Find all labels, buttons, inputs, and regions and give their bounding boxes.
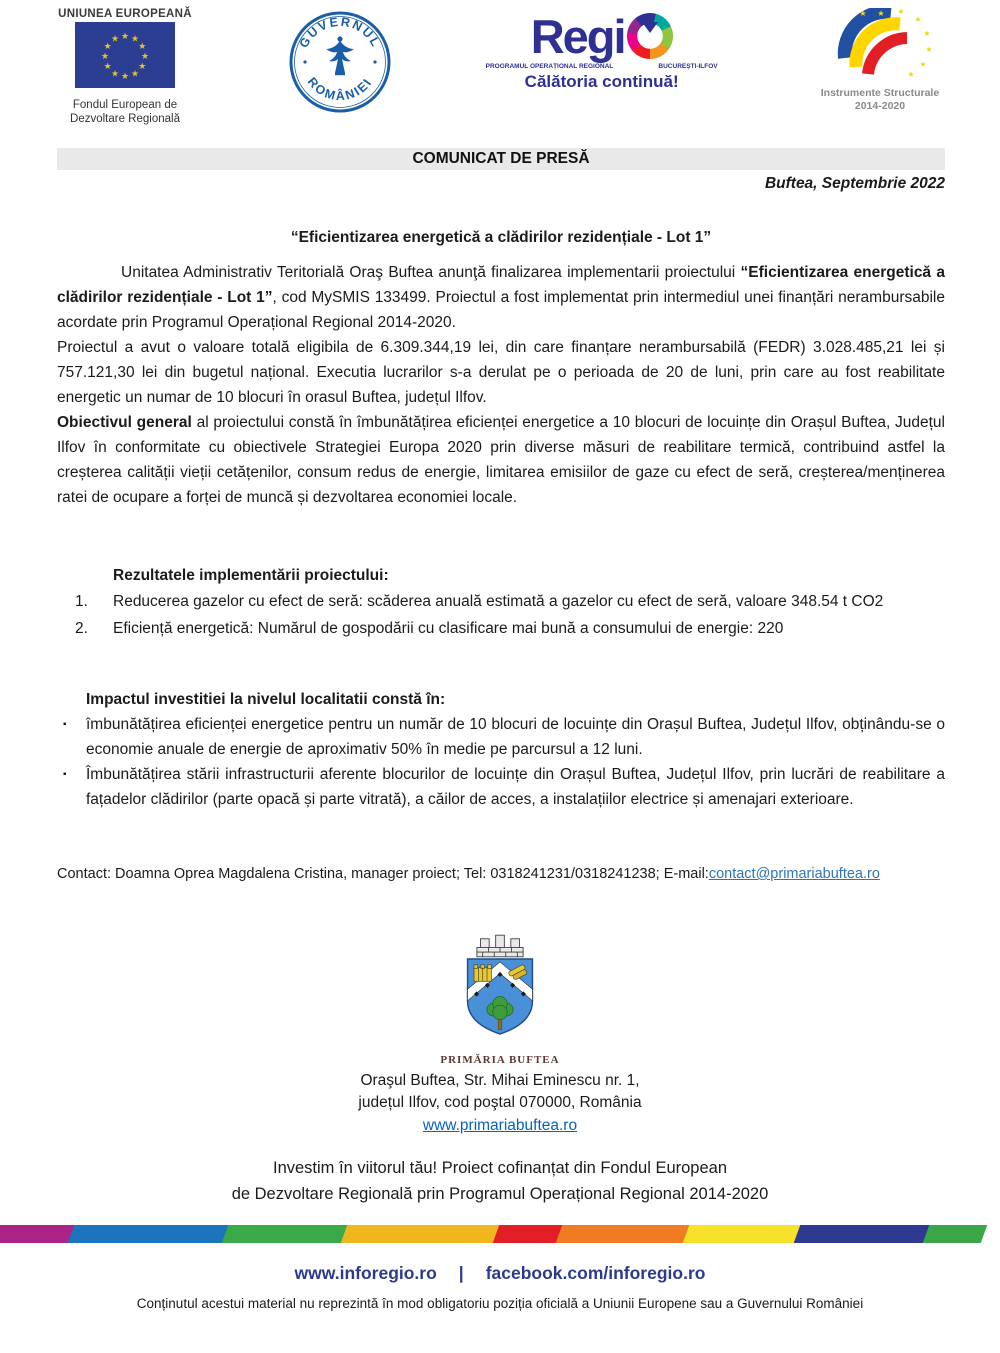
organisation-block [0, 933, 1000, 1137]
svg-text:★: ★ [120, 32, 130, 42]
structural-instruments-icon [815, 8, 945, 82]
document-body [0, 148, 1000, 887]
eu-flag-icon [73, 22, 177, 90]
contact-email-link[interactable]: contact@primariabuftea.ro [708, 866, 880, 882]
svg-text:★: ★ [914, 15, 922, 24]
website-link[interactable]: www.primariabuftea.ro [422, 1117, 578, 1134]
gov-seal-icon [288, 10, 392, 114]
paragraph-1: Unitatea Administrativ Teritorială Oraş Buftea anunţă finalizarea implementarii proiectului “Eficientizarea energetică a clădirilor rezidențiale - Lot 1”, cod MySMIS 133499. Proiectul a fost implementat prin intermediul unei finanțări nerambursabile acordate prin Programul Operațional Regional 2014-2020. [57, 264, 945, 331]
square-bullet-icon: ▪ [63, 719, 67, 730]
svg-text:★: ★ [103, 62, 112, 72]
regio-color-wheel-icon [627, 13, 673, 59]
results-list [57, 588, 945, 642]
mural-crown-icon [477, 935, 523, 957]
results-heading: Rezultatele implementării proiectului: [113, 567, 389, 584]
svg-text:★: ★ [897, 8, 905, 16]
disclaimer: Conținutul acestui material nu reprezintă în mod obligatoriu poziția oficială a Uniunii Europene sau a Guvernului României [136, 1296, 864, 1311]
structural-instruments-label: Instrumente Structurale 2014-2020 [820, 87, 940, 113]
list-item: ▪ Îmbunătățirea stării infrastructurii aferente blocurilor de locuințe din Orașul Buftea, Județul Ilfov, prin lucrări de reabilitare a fațadelor clădirilor (parte opacă și parte vitrată), a căilor de acces, a instalațiilor electrice și amenajari exterioare. [57, 762, 945, 812]
regio-tagline: Călătoria continuă! [524, 72, 679, 91]
contact-line: Contact: Doamna Oprea Magdalena Cristina, manager proiect; Tel: 0318241231/0318241238; E-mail:contact@primariabuftea.ro [57, 866, 880, 882]
svg-text:★: ★ [110, 34, 120, 45]
buftea-coat-of-arms [452, 933, 548, 1047]
regio-subtitle-left: PROGRAMUL OPERAȚIONAL REGIONAL [485, 63, 614, 70]
inforegio-link[interactable]: www.inforegio.ro [294, 1263, 437, 1283]
square-bullet-icon: ▪ [63, 769, 67, 780]
results-section [57, 563, 945, 642]
address [0, 1070, 1000, 1137]
regio-subtitle-right: BUCUREȘTI-ILFOV [658, 63, 718, 70]
address-line-1: Oraşul Buftea, Str. Mihai Eminescu nr. 1, [360, 1072, 640, 1089]
paragraph-3: Obiectivul general al proiectului constă în îmbunătățirea eficienței energetice a 10 blocuri de locuințe din Orașul Buftea, Județul Ilfov în conformitate cu obiectivele Strategiei Europa 2020 prin diverse măsuri de reabilitare termică, contribuind astfel la creșterea calității vieții cetățenilor, consum redus de energie, limitarea emisiilor de gaze cu efect de seră, creșterea/menținerea ratei de ocupare a forței de muncă și dezvoltarea economiei locale. [57, 414, 945, 506]
eu-flag-logo [45, 8, 205, 127]
logo-row [0, 0, 1000, 126]
svg-text:★: ★ [859, 9, 867, 18]
svg-text:★: ★ [110, 69, 120, 80]
funding-statement: Investim în viitorul tău! Proiect cofinanțat din Fondul European de Dezvoltare Regională prin Programul Operațional Regional 2014-2020 [231, 1159, 769, 1203]
crest-caption: PRIMĂRIA BUFTEA [440, 1054, 560, 1066]
eu-logo-subtitle: Fondul European de Dezvoltare Regională [70, 99, 180, 126]
paragraph-2: Proiectul a avut o valoare totală eligibila de 6.309.344,19 lei, din care finanțare nerambursabilă (FEDR) 3.028.485,21 lei și 757.121,30 lei din bugetul național. Executia lucrarilor s-a derulat pe o perioada de 20 de luni, prin care au fost reabilitate energetic un numar de 10 blocuri în orasul Buftea, județul Ilfov. [57, 339, 945, 406]
impact-section [57, 687, 945, 812]
structural-instruments-logo [805, 8, 955, 113]
project-title: “Eficientizarea energetică a clădirilor rezidențiale - Lot 1” [290, 229, 712, 246]
svg-text:★: ★ [907, 70, 915, 79]
svg-text:★: ★ [130, 69, 140, 80]
svg-text:★: ★ [138, 42, 147, 52]
regio-logo [482, 10, 722, 92]
footer-links [0, 1263, 1000, 1284]
eu-logo-title: UNIUNEA EUROPEANĂ [58, 8, 192, 20]
svg-text:ROMÂNIEI: ROMÂNIEI [304, 74, 376, 104]
svg-text:★: ★ [138, 62, 147, 72]
svg-text:★: ★ [923, 29, 931, 38]
dateline: Buftea, Septembrie 2022 [764, 175, 945, 192]
press-release-title: COMUNICAT DE PRESĂ [412, 150, 590, 167]
svg-text:★: ★ [100, 52, 110, 62]
press-release-header-bar [57, 148, 945, 170]
svg-text:GUVERNUL: GUVERNUL [296, 14, 384, 51]
rainbow-bar [0, 1225, 1000, 1243]
svg-text:★: ★ [120, 72, 130, 82]
eagle-icon [326, 36, 354, 75]
svg-text:★: ★ [877, 9, 885, 18]
facebook-inforegio-link[interactable]: facebook.com/inforegio.ro [485, 1263, 706, 1283]
list-item: 2. Eficiență energetică: Numărul de gospodării cu clasificare mai bună a consumului de energie: 220 [75, 620, 784, 637]
address-line-2: județul Ilfov, cod poştal 070000, România [358, 1094, 642, 1111]
regio-wordmark: Regi [482, 10, 722, 62]
svg-text:★: ★ [130, 34, 140, 45]
svg-text:★: ★ [140, 52, 150, 62]
list-item: ▪ îmbunătățirea eficienței energetice pentru un număr de 10 blocuri de locuințe din Orașul Buftea, Județul Ilfov, obținându-se o economie anuale de energie de aproximativ 50% în medie pe parcursul a 12 luni. [57, 712, 945, 762]
separator: | [458, 1263, 464, 1283]
list-item: 1. Reducerea gazelor cu efect de seră: scăderea anuală estimată a gazelor cu efect de seră, valoare 348.54 t CO2 [75, 593, 884, 610]
castle-icon [474, 965, 491, 982]
svg-text:★: ★ [103, 42, 112, 52]
svg-text:★: ★ [925, 45, 933, 54]
impact-heading: Impactul investitiei la nivelul localitatii constă în: [86, 691, 446, 708]
impact-list [57, 712, 945, 812]
svg-text:★: ★ [919, 60, 927, 69]
gov-seal-logo [288, 10, 398, 119]
